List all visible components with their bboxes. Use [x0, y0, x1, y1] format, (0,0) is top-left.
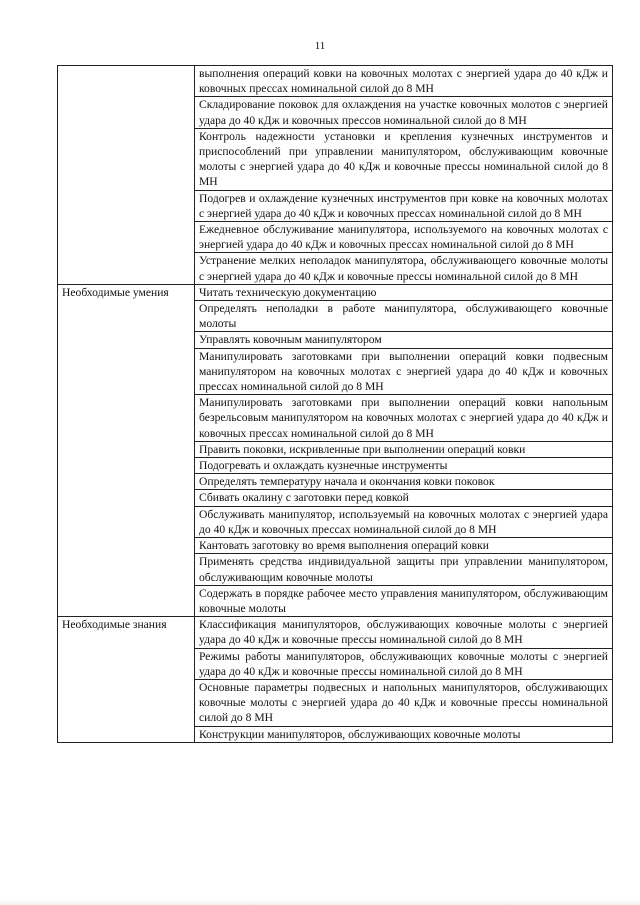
table-row: [58, 66, 613, 97]
section-item: Применять средства индивидуальной защиты при управлении манипулятором, обслуживающим ковочные молоты: [195, 554, 613, 585]
section-item: Кантовать заготовку во время выполнения операций ковки: [195, 538, 613, 554]
section-item: Определять неполадки в работе манипулятора, обслуживающего ковочные молоты: [195, 301, 613, 332]
section-item: Манипулировать заготовками при выполнении операций ковки напольным безрельсовым манипулятором на ковочных молотах с энергией удара до 40 кДж и ковочных прессах номинальной силой до 8 МН: [195, 395, 613, 442]
section-item: Ежедневное обслуживание манипулятора, используемого на ковочных молотах с энергией удара до 40 кДж и ковочных прессах номинальной силой до 8 МН: [195, 222, 613, 253]
section-label: Необходимые знания: [58, 617, 195, 743]
section-label: [58, 66, 195, 285]
section-item: Определять температуру начала и окончания ковки поковок: [195, 474, 613, 490]
section-item: Содержать в порядке рабочее место управления манипулятором, обслуживающим ковочные молоты: [195, 585, 613, 616]
section-item: Подогрев и охлаждение кузнечных инструментов при ковке на ковочных молотах с энергией удара до 40 кДж и ковочных прессах номинальной силой до 8 МН: [195, 190, 613, 221]
table-row: [58, 284, 613, 300]
section-item: Классификация манипуляторов, обслуживающих ковочные молоты с энергией удара до 40 кДж и ковочные прессы номинальной силой до 8 МН: [195, 617, 613, 648]
section-item: Править поковки, искривленные при выполнении операций ковки: [195, 441, 613, 457]
table-body: [58, 66, 613, 743]
section-label: Необходимые умения: [58, 284, 195, 616]
section-item: Сбивать окалину с заготовки перед ковкой: [195, 490, 613, 506]
page-number: 11: [314, 40, 326, 52]
section-item: Основные параметры подвесных и напольных манипуляторов, обслуживающих ковочные молоты с энергией удара до 40 кДж и ковочные прессы номинальной силой до 8 МН: [195, 679, 613, 726]
section-item: Конструкции манипуляторов, обслуживающих ковочные молоты: [195, 726, 613, 742]
section-item: Управлять ковочным манипулятором: [195, 332, 613, 348]
section-item: Манипулировать заготовками при выполнении операций ковки подвесным манипулятором на ковочных молотах с энергией удара до 40 кДж и ковочных прессах номинальной силой до 8 МН: [195, 348, 613, 395]
table-row: [58, 617, 613, 648]
section-item: Складирование поковок для охлаждения на участке ковочных молотов с энергией удара до 40 кДж и ковочных прессов номинальной силой до 8 МН: [195, 97, 613, 128]
section-item: Устранение мелких неполадок манипулятора, обслуживающего ковочные молоты с энергией удара до 40 кДж и ковочные прессы номинальной силой до 8 МН: [195, 253, 613, 284]
section-item: Подогревать и охлаждать кузнечные инструменты: [195, 458, 613, 474]
requirements-table: [57, 65, 613, 743]
section-item: Обслуживать манипулятор, используемый на ковочных молотах с энергией удара до 40 кДж и ковочных прессах номинальной силой до 8 МН: [195, 506, 613, 537]
page-bottom-edge: [0, 899, 640, 905]
section-item: Читать техническую документацию: [195, 284, 613, 300]
section-item: Режимы работы манипуляторов, обслуживающих ковочные молоты с энергией удара до 40 кДж и ковочные прессы номинальной силой до 8 МН: [195, 648, 613, 679]
section-item: выполнения операций ковки на ковочных молотах с энергией удара до 40 кДж и ковочных прессах номинальной силой до 8 МН: [195, 66, 613, 97]
section-item: Контроль надежности установки и крепления кузнечных инструментов и приспособлений при управлении манипулятором, обслуживающим ковочные молоты с энергией удара до 40 кДж и ковочные прессы номинальной силой до 8 МН: [195, 128, 613, 190]
